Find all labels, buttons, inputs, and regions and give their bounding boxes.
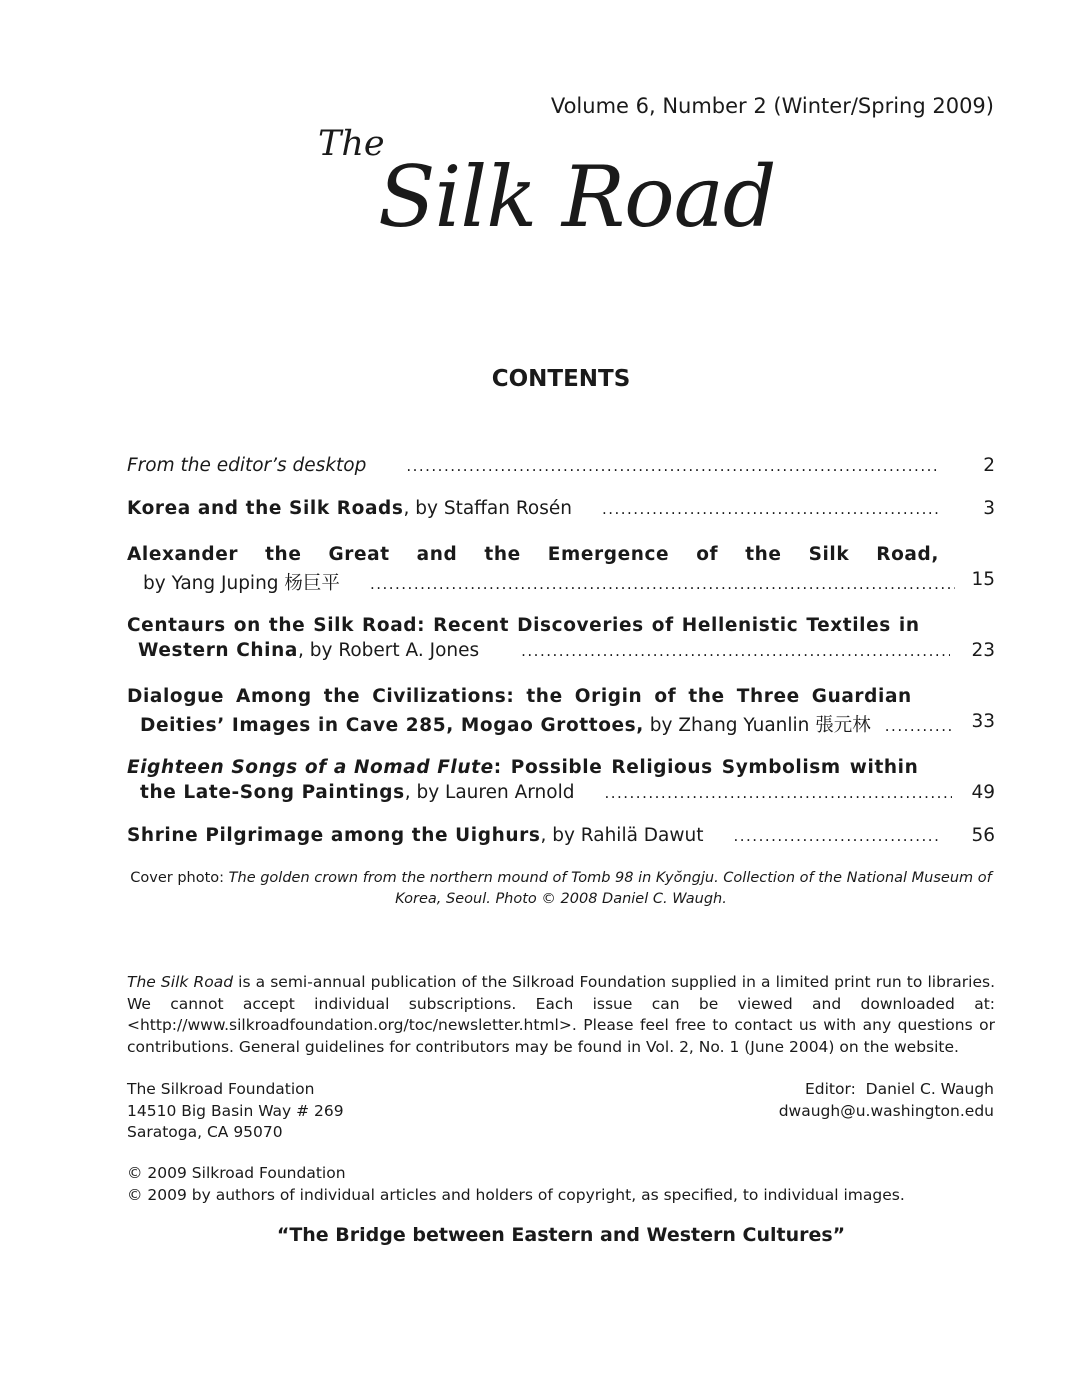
toc-leader <box>604 784 952 802</box>
toc-entry[interactable] <box>127 615 995 665</box>
toc-title: Centaurs on the Silk Road: Recent Discoveries of Hellenistic Textiles in <box>127 615 920 636</box>
copyright-line: © 2009 by authors of individual articles and holders of copyright, as specified, to individual images. <box>127 1185 905 1204</box>
toc-title-continued: the Late-Song Paintings <box>140 782 405 803</box>
editor-email[interactable]: dwaugh@u.washington.edu <box>778 1101 994 1120</box>
toc-title: From the editor’s desktop <box>127 455 367 476</box>
toc-entry[interactable] <box>127 498 995 523</box>
blurb-text: is a semi-annual publication of the Silkroad Foundation supplied in a limited print run to libraries. We cannot accept individual subscriptions. Each issue can be viewed and downloaded at: <http://www.silkroadfoundation.org/toc/newsletter.html>. Please feel free to contact us with any questions or contributions. General guidelines for contributors may be found in Vol. 2, No. 1 (June 2004) on the website. <box>127 973 996 1056</box>
toc-leader <box>521 642 950 660</box>
toc-title: Dialogue Among the Civilizations: the Origin of the Three Guardian <box>127 686 912 707</box>
toc-page-number: 56 <box>971 825 995 846</box>
motto: “The Bridge between Eastern and Western Cultures” <box>276 1224 846 1246</box>
toc-leader <box>734 827 940 845</box>
cover-photo-caption <box>130 868 992 910</box>
address-line: Saratoga, CA 95070 <box>127 1123 283 1141</box>
table-of-contents <box>127 455 995 850</box>
toc-leader <box>370 575 955 593</box>
publication-blurb <box>127 972 995 1058</box>
toc-title: Alexander the Great and the Emergence of the Silk Road, <box>127 544 939 565</box>
editor-name: Editor: Daniel C. Waugh <box>804 1080 994 1098</box>
address-line: 14510 Big Basin Way # 269 <box>127 1101 344 1120</box>
masthead-the: The <box>318 124 385 164</box>
toc-leader <box>885 717 952 735</box>
toc-title: Korea and the Silk Roads <box>127 498 404 519</box>
toc-byline: , by Lauren Arnold <box>404 782 575 803</box>
toc-title: Shrine Pilgrimage among the Uighurs <box>127 825 541 846</box>
editor-contact <box>779 1079 994 1122</box>
blurb-journal-name: The Silk Road <box>127 973 234 991</box>
toc-title: : Possible Religious Symbolism within <box>493 757 919 778</box>
toc-leader <box>602 500 939 518</box>
masthead-title: Silk Road <box>378 148 776 246</box>
toc-byline: , by Staffan Rosén <box>403 498 572 519</box>
toc-page-number: 49 <box>971 782 995 803</box>
toc-title-continued: Western China <box>138 640 298 661</box>
toc-leader <box>406 457 939 475</box>
foundation-address <box>127 1079 344 1144</box>
contents-heading: CONTENTS <box>491 366 631 392</box>
toc-page-number: 3 <box>983 498 995 519</box>
toc-byline: , by Rahilä Dawut <box>540 825 704 846</box>
toc-byline: , by Robert A. Jones <box>297 640 480 661</box>
caption-text: The golden crown from the northern mound of Tomb 98 in Kyŏngju. Collection of the National Museum of Korea, Seoul. Photo © 2008 Daniel C. Waugh. <box>228 870 992 907</box>
toc-entry[interactable] <box>127 757 995 807</box>
toc-page-number: 15 <box>971 569 995 590</box>
copyright-notice <box>127 1163 905 1206</box>
caption-label: Cover photo: <box>130 870 229 886</box>
toc-page-number: 2 <box>983 455 995 476</box>
toc-entry[interactable] <box>127 825 995 850</box>
issue-volume: Volume 6, Number 2 (Winter/Spring 2009) <box>550 94 994 118</box>
toc-title-italic: Eighteen Songs of a Nomad Flute <box>127 757 494 778</box>
toc-byline: by Zhang Yuanlin 張元林 <box>643 715 871 736</box>
toc-page-number: 23 <box>971 640 995 661</box>
toc-entry[interactable] <box>127 686 995 736</box>
address-line: The Silkroad Foundation <box>127 1080 315 1098</box>
toc-byline: by Yang Juping 杨巨平 <box>143 573 340 594</box>
toc-entry[interactable] <box>127 544 995 594</box>
toc-title-continued: Deities’ Images in Cave 285, Mogao Grottoes, <box>140 715 644 736</box>
toc-entry[interactable] <box>127 455 995 480</box>
toc-page-number: 33 <box>971 711 995 732</box>
copyright-line: © 2009 Silkroad Foundation <box>127 1164 346 1182</box>
